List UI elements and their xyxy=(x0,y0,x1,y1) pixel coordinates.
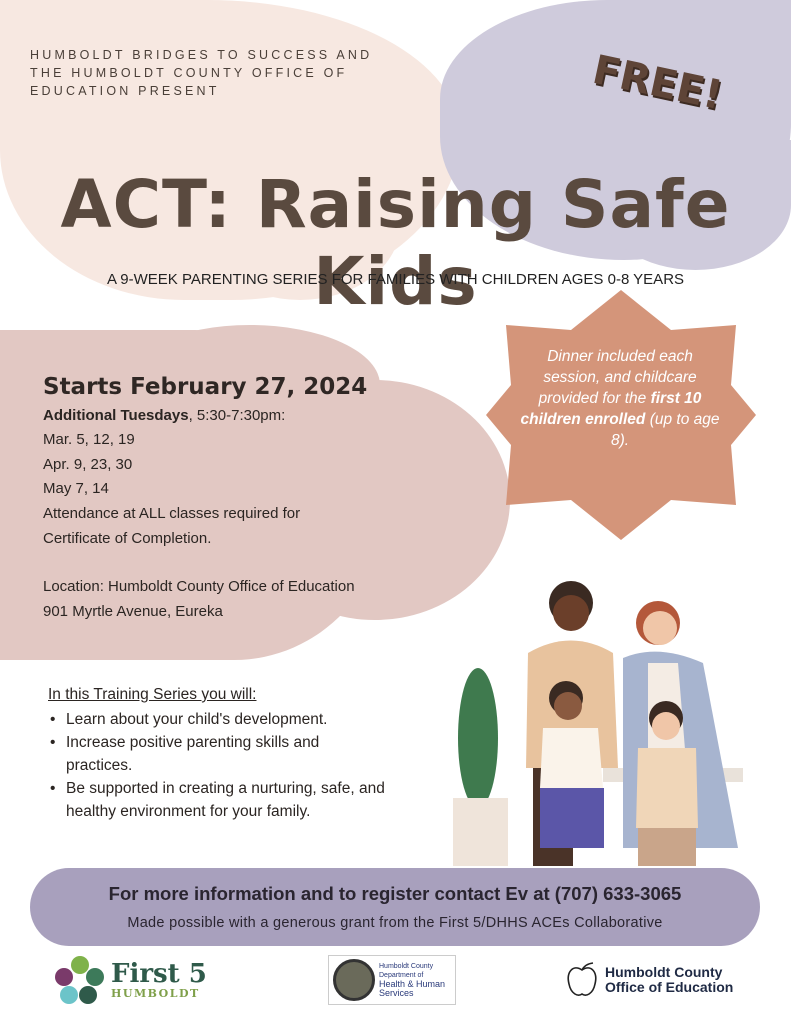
presenters-line: HUMBOLDT BRIDGES TO SUCCESS AND xyxy=(30,48,373,62)
address: 901 Myrtle Avenue, Eureka xyxy=(43,602,223,620)
dhhs-text: Humboldt County xyxy=(379,963,434,970)
subtitle: A 9-WEEK PARENTING SERIES FOR FAMILIES WITH CHILDREN AGES 0-8 YEARS xyxy=(106,271,685,288)
presenters xyxy=(30,46,372,100)
dhhs-text: Health & Human xyxy=(379,979,446,989)
hcoe-text: Office of Education xyxy=(605,979,734,995)
location: Location: Humboldt County Office of Education xyxy=(43,578,355,596)
hcoe-logo xyxy=(565,962,733,998)
attendance-note: Attendance at ALL classes required for xyxy=(43,504,301,522)
dinner-text: Dinner included each session, and childcare provided for the xyxy=(538,348,697,407)
presenters-line: EDUCATION PRESENT xyxy=(30,84,220,98)
dates-april: Apr. 9, 23, 30 xyxy=(43,455,133,473)
training-series xyxy=(48,683,388,823)
contact-banner xyxy=(30,868,760,946)
dates-march: Mar. 5, 12, 19 xyxy=(43,431,135,449)
first5-sub: HUMBOLDT xyxy=(111,986,200,1000)
additional-tuesdays xyxy=(43,404,367,429)
additional-label: Additional Tuesdays xyxy=(43,406,189,424)
schedule xyxy=(43,375,367,624)
family-illustration xyxy=(448,568,748,868)
first5-text: First 5 xyxy=(111,958,207,989)
dates-may: May 7, 14 xyxy=(43,480,109,498)
dhhs-text: Department of xyxy=(379,971,424,979)
county-seal-icon xyxy=(333,959,375,1001)
list-item: • Increase positive parenting skills and practices. xyxy=(48,731,388,777)
hcoe-text: Humboldt County xyxy=(605,964,723,980)
first5-logo xyxy=(55,955,207,1005)
list-item: • Be supported in creating a nurturing, safe, and healthy environment for your family. xyxy=(48,777,388,823)
dinner-note xyxy=(520,346,720,451)
grant-note: Made possible with a generous grant from the First 5/DHHS ACEs Collaborative xyxy=(127,915,663,931)
start-date: Starts February 27, 2024 xyxy=(43,374,368,400)
presenters-line: THE HUMBOLDT COUNTY OFFICE OF xyxy=(30,66,348,80)
apple-icon xyxy=(565,962,599,998)
time: , 5:30-7:30pm: xyxy=(188,406,286,424)
training-heading: In this Training Series you will: xyxy=(48,686,257,703)
list-item: • Learn about your child's development. xyxy=(48,708,388,731)
free-badge: FREE! xyxy=(588,46,727,120)
dhhs-logo xyxy=(328,955,456,1005)
hands-icon xyxy=(55,955,105,1005)
dhhs-text: Services xyxy=(379,987,414,998)
page-title: ACT: Raising Safe Kids xyxy=(60,166,731,320)
contact-info: For more information and to register contact Ev at (707) 633-3065 xyxy=(108,883,682,904)
dinner-bold: first 10 children enrolled xyxy=(520,390,702,428)
attendance-note: Certificate of Completion. xyxy=(43,529,212,547)
dinner-text: (up to age 8). xyxy=(610,411,720,449)
